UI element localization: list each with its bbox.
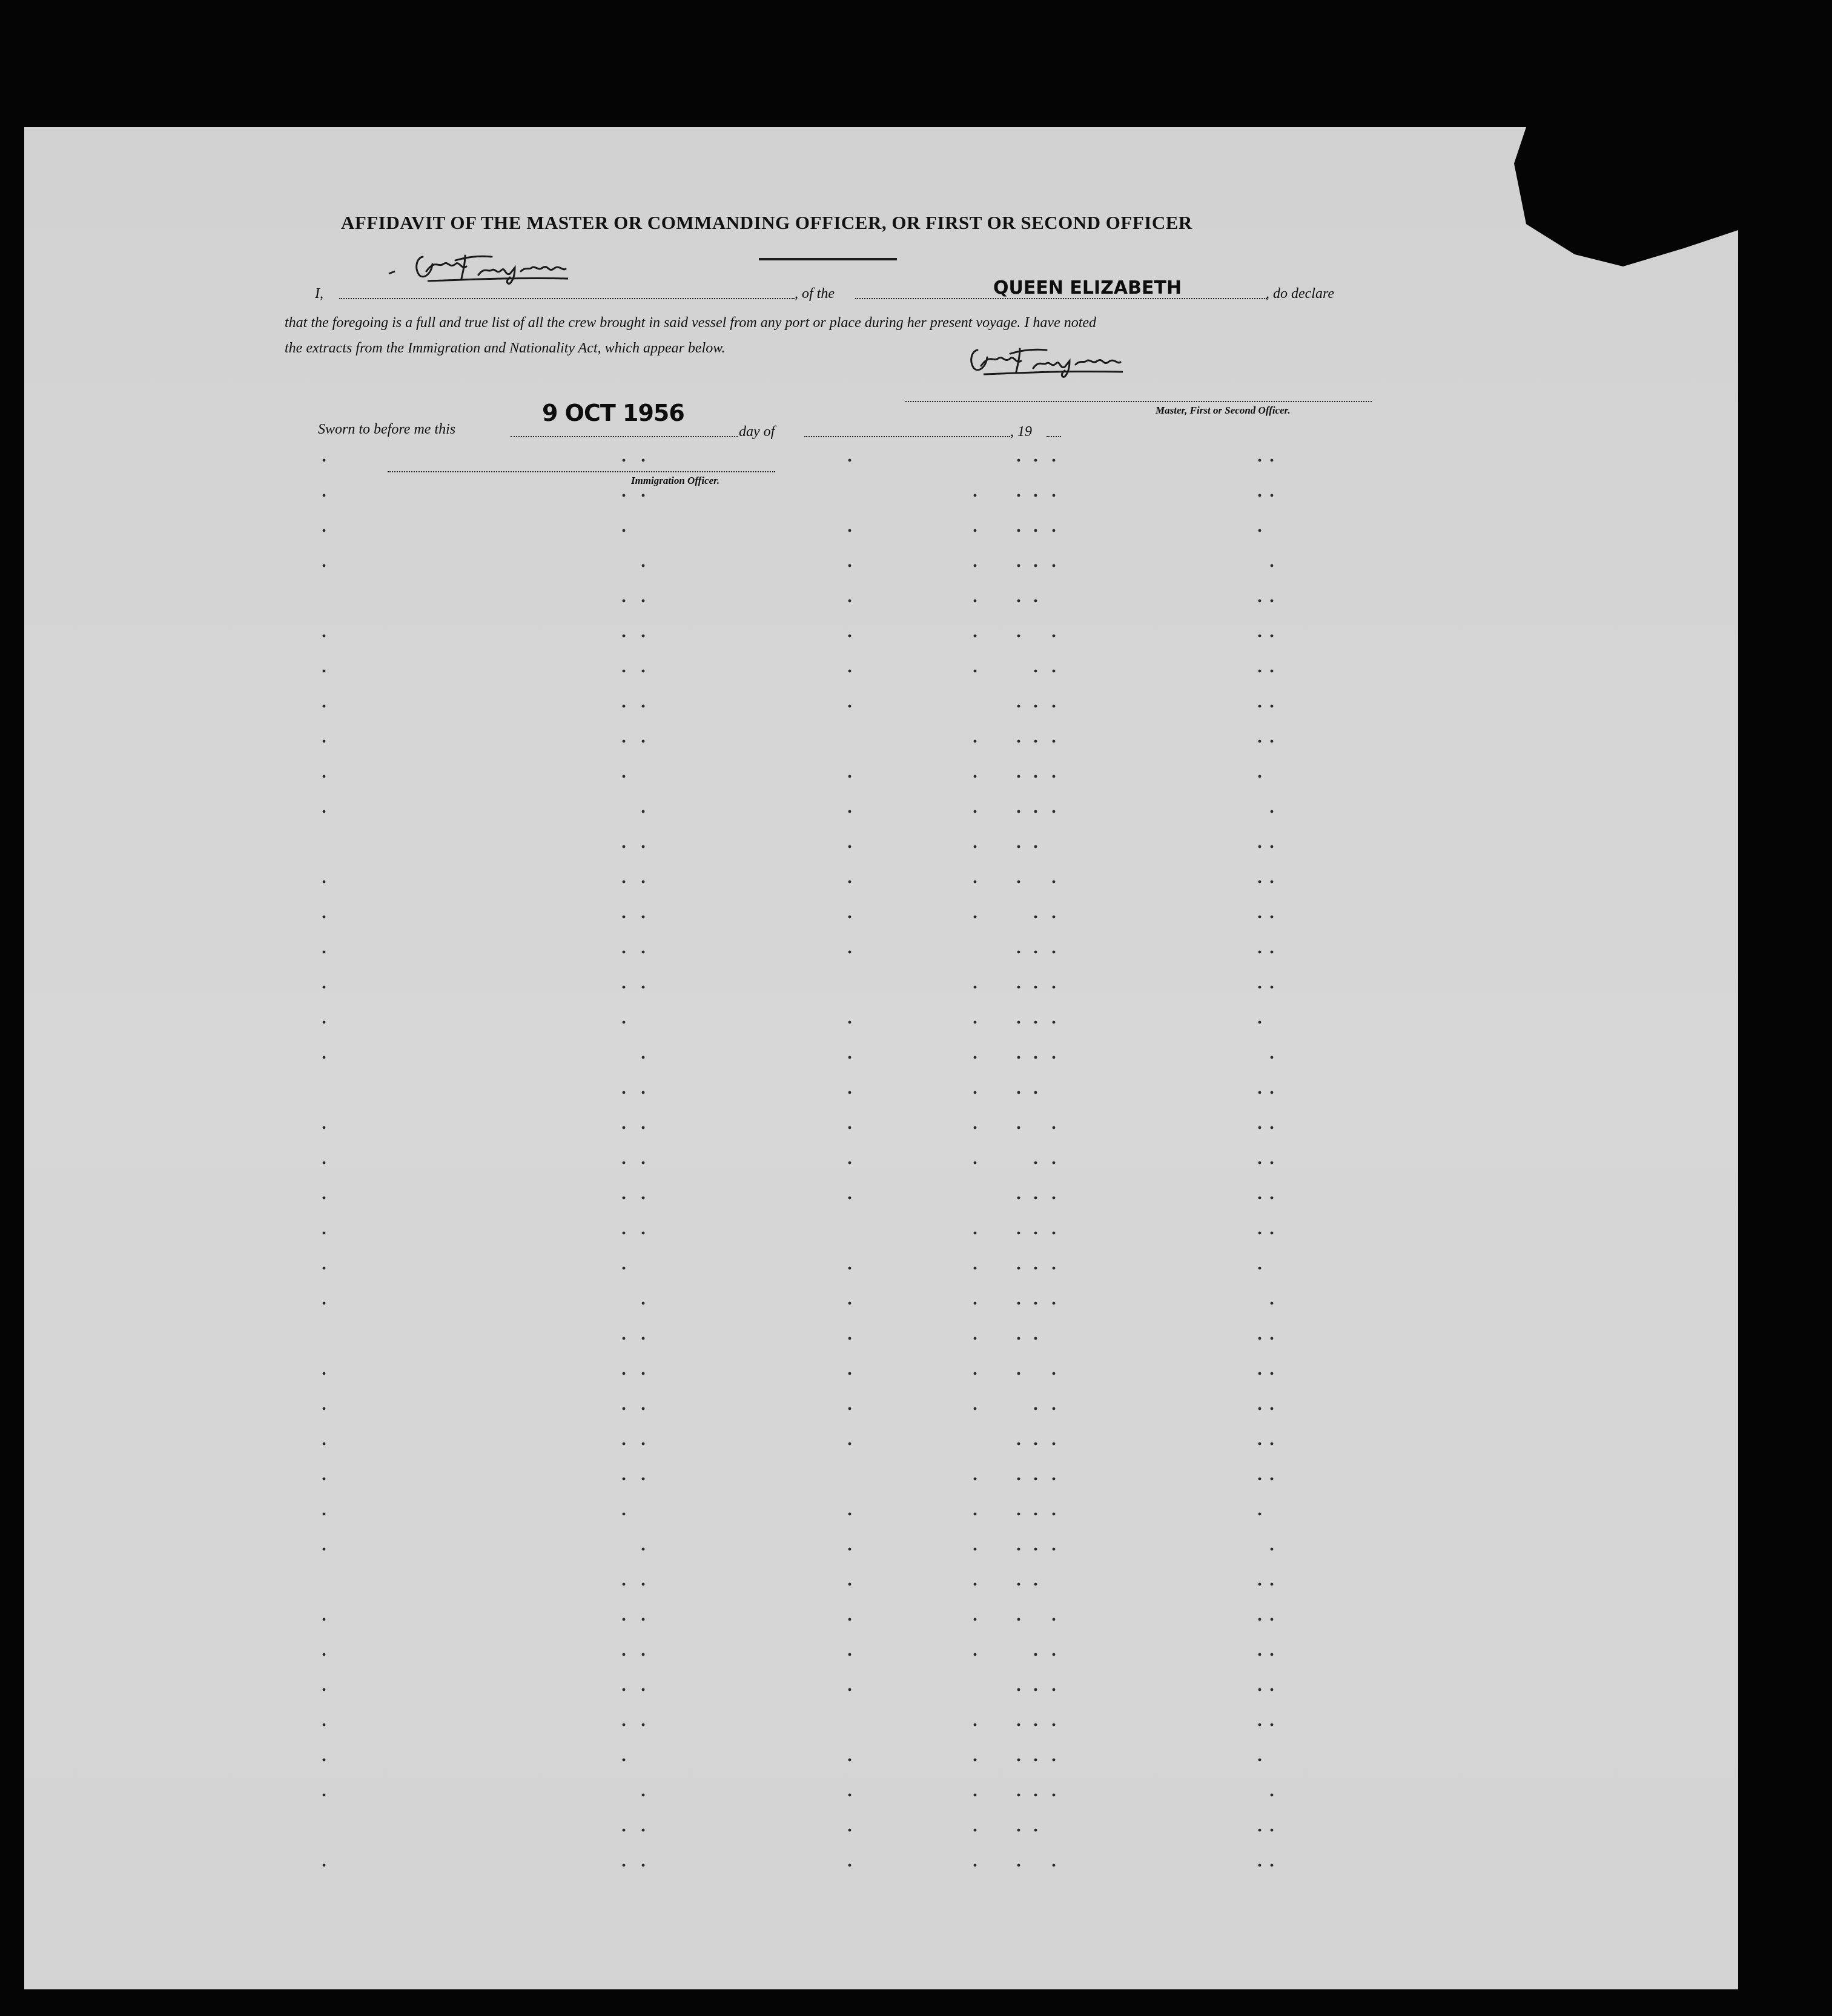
immigration-officer-caption: Immigration Officer.	[631, 475, 720, 486]
sworn-prefix: Sworn to before me this	[318, 421, 456, 437]
month-line	[804, 436, 1010, 437]
immigration-officer-line	[388, 471, 775, 472]
officer-signature-line	[905, 401, 1372, 402]
year-prefix: , 19	[1010, 424, 1032, 440]
of-the-label: , of the	[795, 286, 835, 302]
do-declare-label: , do declare	[1266, 286, 1335, 302]
year-line	[1047, 436, 1061, 437]
officer-signature	[969, 343, 1139, 388]
vessel-name-stamp: QUEEN ELIZABETH	[993, 277, 1182, 299]
day-of-label: day of	[739, 424, 775, 440]
master-officer-caption: Master, First or Second Officer.	[1156, 405, 1291, 416]
affidavit-body-line-1: that the foregoing is a full and true list of all the crew brought in said vessel from any port or place during her present voyage. I have noted	[285, 315, 1097, 331]
title-underline	[759, 258, 897, 260]
declarant-name-line	[339, 298, 795, 299]
affidavit-title: AFFIDAVIT OF THE MASTER OR COMMANDING OFFICER, OR FIRST OR SECOND OFFICER	[341, 212, 1192, 233]
affidavit-body-line-2: the extracts from the Immigration and Nationality Act, which appear below.	[285, 340, 726, 356]
paper-sheet	[24, 127, 1738, 1989]
declarant-prefix: I,	[315, 286, 323, 302]
sworn-day-line	[511, 436, 738, 437]
sworn-date-stamp: 9 OCT 1956	[542, 400, 684, 426]
declarant-signature	[388, 247, 587, 292]
